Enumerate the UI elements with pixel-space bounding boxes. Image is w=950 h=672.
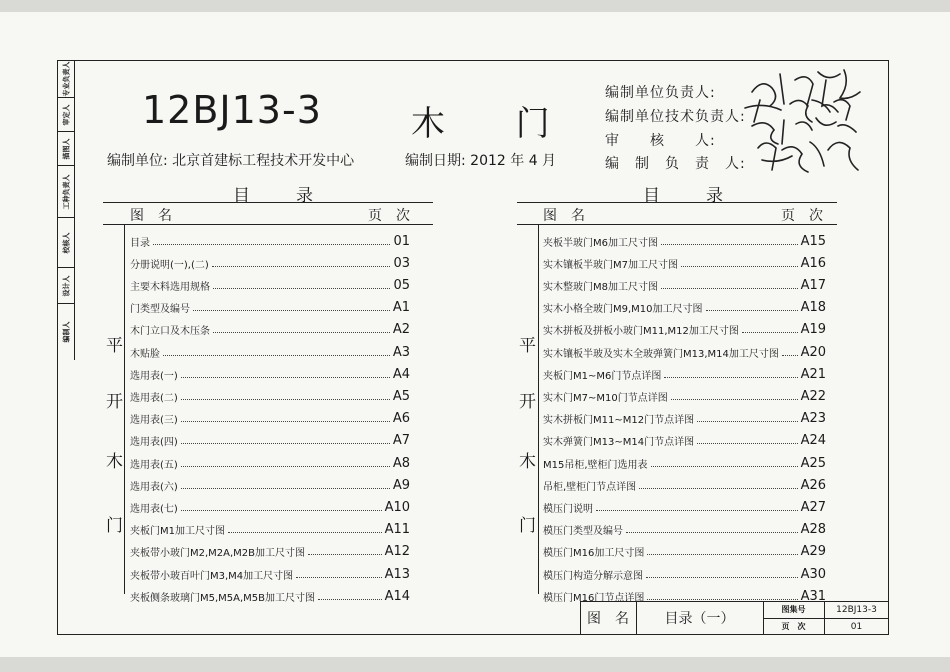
- toc-entry-name: 选用表(一): [130, 370, 178, 382]
- title-block-set-label: 图集号: [781, 605, 806, 614]
- toc-entry-page: A18: [800, 300, 826, 316]
- toc-side-label-left: 木: [106, 452, 123, 472]
- toc-entry-name: 实木弹簧门M13~M14门节点详图: [543, 437, 695, 449]
- toc-entry-page: 03: [393, 255, 410, 271]
- responsible-line: 编制单位技术负责人:: [605, 109, 746, 125]
- toc-col-name-left: 图 名: [130, 208, 172, 224]
- toc-leader-dots: [661, 244, 798, 245]
- toc-entry-page: A28: [800, 522, 826, 538]
- toc-entry-name: 实木镶板半玻及实木全玻弹簧门M13,M14加工尺寸图: [543, 348, 779, 360]
- toc-entry-name: 实木整玻门M8加工尺寸图: [543, 281, 658, 293]
- atlas-code: 12BJ13-3: [142, 88, 322, 132]
- toc-entry: [543, 563, 826, 585]
- toc-entry-page: A27: [800, 499, 826, 515]
- toc-entry-name: 实木小格全玻门M9,M10加工尺寸图: [543, 304, 703, 316]
- toc-entry: [130, 252, 410, 274]
- toc-entry-name: 门类型及编号: [130, 304, 190, 316]
- toc-entry-page: A19: [800, 322, 826, 338]
- toc-entry-name: 实木拼板及拼板小玻门M11,M12加工尺寸图: [543, 326, 739, 338]
- toc-leader-dots: [318, 599, 382, 600]
- title-block-name-label: 图 名: [587, 611, 629, 627]
- toc-leader-dots: [213, 288, 390, 289]
- toc-entry-page: A14: [384, 588, 410, 604]
- toc-entry-page: A2: [392, 322, 410, 338]
- toc-side-label-left: 开: [106, 392, 123, 412]
- toc-entry-page: A8: [392, 455, 410, 471]
- toc-entry: [543, 319, 826, 341]
- sidebar-label: 专业负责人: [62, 61, 70, 96]
- toc-entry-page: A6: [392, 411, 410, 427]
- toc-entry-page: A20: [800, 344, 826, 360]
- toc-entry-name: 选用表(四): [130, 437, 178, 449]
- compiling-unit-value: 北京首建标工程技术开发中心: [172, 153, 355, 169]
- toc-col-page-left: 页 次: [368, 208, 410, 224]
- toc-entry: [543, 363, 826, 385]
- toc-entry-name: 实木镶板半玻门M7加工尺寸图: [543, 259, 678, 271]
- toc-col-name-right: 图 名: [543, 208, 585, 224]
- toc-leader-dots: [193, 310, 390, 311]
- toc-entry: [543, 230, 826, 252]
- toc-leader-dots: [651, 466, 798, 467]
- toc-entry: [130, 363, 410, 385]
- toc-rule-right-top: [517, 202, 837, 203]
- compiling-date-value: 2012 年 4 月: [470, 153, 557, 169]
- toc-entry-page: A29: [800, 544, 826, 560]
- toc-leader-dots: [296, 577, 381, 578]
- toc-entry-page: A1: [392, 300, 410, 316]
- toc-leader-dots: [664, 377, 797, 378]
- toc-leader-dots: [181, 443, 390, 444]
- toc-entry-page: A9: [392, 477, 410, 493]
- toc-leader-dots: [706, 310, 798, 311]
- toc-entry-page: A13: [384, 566, 410, 582]
- compiling-unit-label: 编制单位:: [107, 153, 168, 169]
- toc-entry-name: 模压门M16加工尺寸图: [543, 548, 645, 560]
- title-block-set-value: 12BJ13-3: [836, 604, 877, 615]
- toc-leader-dots: [228, 532, 382, 533]
- toc-leader-dots: [213, 332, 390, 333]
- toc-entry-page: 01: [393, 233, 410, 249]
- title-block-name-value: 目录（一）: [664, 611, 735, 627]
- toc-entry-page: A24: [800, 433, 826, 449]
- toc-entry-name: 木贴脸: [130, 348, 160, 360]
- toc-entry-page: A17: [800, 277, 826, 293]
- toc-leader-dots: [647, 554, 797, 555]
- toc-entry-name: 模压门说明: [543, 503, 593, 515]
- toc-leader-dots: [671, 399, 798, 400]
- toc-entry-page: A30: [800, 566, 826, 582]
- toc-entry: [130, 430, 410, 452]
- toc-entry-page: A15: [800, 233, 826, 249]
- toc-entry-name: 选用表(六): [130, 481, 178, 493]
- toc-leader-dots: [181, 488, 390, 489]
- toc-leader-dots: [697, 443, 797, 444]
- toc-entry: [130, 341, 410, 363]
- toc-side-label-left: 门: [106, 516, 123, 536]
- toc-entry: [130, 585, 410, 607]
- toc-entry-page: A3: [392, 344, 410, 360]
- toc-entry-name: 夹板带小玻百叶门M3,M4加工尺寸图: [130, 570, 294, 582]
- toc-entry-name: 夹板侧条玻璃门M5,M5A,M5B加工尺寸图: [130, 592, 316, 604]
- toc-leader-dots: [153, 244, 390, 245]
- responsible-line: 编制单位负责人:: [605, 85, 716, 101]
- toc-entry-page: A4: [392, 366, 410, 382]
- toc-entry: [130, 230, 410, 252]
- toc-leader-dots: [181, 377, 390, 378]
- toc-entry: [130, 452, 410, 474]
- toc-leader-dots: [646, 577, 798, 578]
- toc-leader-dots: [163, 355, 390, 356]
- toc-entry-page: 05: [393, 277, 410, 293]
- toc-entry-page: A25: [800, 455, 826, 471]
- toc-entry-name: 实木拼板门M11~M12门节点详图: [543, 415, 695, 427]
- toc-entry: [543, 430, 826, 452]
- toc-side-label-right: 开: [519, 392, 536, 412]
- toc-entry: [543, 252, 826, 274]
- toc-entry: [130, 474, 410, 496]
- toc-divider-right: [538, 224, 539, 594]
- toc-entry-page: A21: [800, 366, 826, 382]
- toc-entry-name: 夹板门M1~M6门节点详图: [543, 370, 662, 382]
- toc-leader-dots: [596, 510, 798, 511]
- toc-leader-dots: [181, 399, 390, 400]
- toc-leader-dots: [742, 332, 798, 333]
- toc-entry-page: A7: [392, 433, 410, 449]
- toc-entry: [130, 541, 410, 563]
- sidebar-label: 工种负责人: [62, 174, 70, 209]
- toc-entry-page: A5: [392, 388, 410, 404]
- toc-entry-page: A16: [800, 255, 826, 271]
- toc-entry-name: 模压门类型及编号: [543, 526, 623, 538]
- toc-heading-left: 目录: [233, 186, 359, 206]
- title-block-page-label: 页 次: [781, 622, 806, 631]
- toc-entry: [543, 519, 826, 541]
- toc-col-page-right: 页 次: [781, 208, 823, 224]
- toc-leader-dots: [639, 488, 797, 489]
- toc-entry-page: A26: [800, 477, 826, 493]
- toc-leader-dots: [308, 554, 382, 555]
- toc-entry-name: 夹板带小玻门M2,M2A,M2B加工尺寸图: [130, 548, 306, 560]
- responsible-line: 审 核 人:: [605, 133, 716, 149]
- toc-entry: [543, 541, 826, 563]
- toc-entry: [543, 385, 826, 407]
- sidebar-label: 编制人: [62, 321, 70, 343]
- toc-side-label-right: 门: [519, 516, 536, 536]
- toc-entry-page: A10: [384, 499, 410, 515]
- toc-leader-dots: [681, 266, 798, 267]
- toc-entry: [130, 297, 410, 319]
- toc-entry-page: A12: [384, 544, 410, 560]
- toc-entry-name: 模压门M16门节点详图: [543, 592, 645, 604]
- toc-entry-page: A23: [800, 411, 826, 427]
- toc-entry-name: 分册说明(一),(二): [130, 259, 209, 271]
- toc-entry-name: 夹板半玻门M6加工尺寸图: [543, 237, 658, 249]
- toc-entry: [543, 408, 826, 430]
- toc-leader-dots: [782, 355, 798, 356]
- toc-leader-dots: [626, 532, 798, 533]
- toc-entry-name: 模压门构造分解示意图: [543, 570, 643, 582]
- toc-entry: [543, 274, 826, 296]
- compiling-date-label: 编制日期:: [405, 153, 466, 169]
- toc-entry-name: 选用表(三): [130, 415, 178, 427]
- toc-divider-left: [124, 224, 125, 594]
- toc-entry-name: 选用表(二): [130, 392, 178, 404]
- toc-entry-name: 实木门M7~M10门节点详图: [543, 392, 668, 404]
- sidebar-label: 设计人: [62, 275, 70, 296]
- toc-entry: [130, 274, 410, 296]
- toc-entry-name: 选用表(七): [130, 503, 178, 515]
- toc-entry: [130, 563, 410, 585]
- toc-entry-name: 选用表(五): [130, 459, 178, 471]
- toc-entry: [543, 496, 826, 518]
- toc-entry: [130, 319, 410, 341]
- sidebar-label: 校核人: [62, 232, 70, 253]
- toc-side-label-right: 木: [519, 452, 536, 472]
- toc-side-label-left: 平: [106, 336, 123, 356]
- sidebar-label: 审定人: [62, 104, 70, 125]
- toc-leader-dots: [181, 510, 382, 511]
- toc-leader-dots: [697, 421, 797, 422]
- toc-entry-name: 吊柜,壁柜门节点详图: [543, 481, 637, 493]
- toc-rule-left-sub: [103, 224, 433, 225]
- toc-entry-name: 主要木料选用规格: [130, 281, 210, 293]
- toc-side-label-right: 平: [519, 336, 536, 356]
- toc-leader-dots: [181, 421, 390, 422]
- toc-entry: [543, 452, 826, 474]
- toc-entry-page: A11: [384, 522, 410, 538]
- toc-entry-page: A22: [800, 388, 826, 404]
- sidebar-label: 描图人: [62, 138, 70, 159]
- toc-entry-name: 目录: [130, 237, 150, 249]
- toc-entry: [130, 519, 410, 541]
- toc-entry: [543, 474, 826, 496]
- toc-entry: [543, 297, 826, 319]
- toc-entry-name: 木门立口及木压条: [130, 326, 210, 338]
- toc-leader-dots: [212, 266, 391, 267]
- toc-leader-dots: [181, 466, 390, 467]
- toc-entry-name: 夹板门M1加工尺寸图: [130, 526, 225, 538]
- toc-entry: [130, 385, 410, 407]
- toc-rule-right-sub: [517, 224, 837, 225]
- toc-entry: [130, 408, 410, 430]
- toc-heading-right: 目录: [643, 186, 769, 206]
- toc-entry: [130, 496, 410, 518]
- toc-leader-dots: [647, 599, 797, 600]
- toc-entry: [543, 341, 826, 363]
- toc-entry-page: A31: [800, 588, 826, 604]
- toc-leader-dots: [661, 288, 798, 289]
- title-block-page-value: 01: [850, 621, 863, 632]
- toc-entry-name: M15吊柜,壁柜门选用表: [543, 459, 648, 471]
- responsible-line: 编 制 负 责 人:: [605, 156, 746, 172]
- toc-rule-left-top: [103, 202, 433, 203]
- atlas-title: 木 门: [411, 104, 580, 144]
